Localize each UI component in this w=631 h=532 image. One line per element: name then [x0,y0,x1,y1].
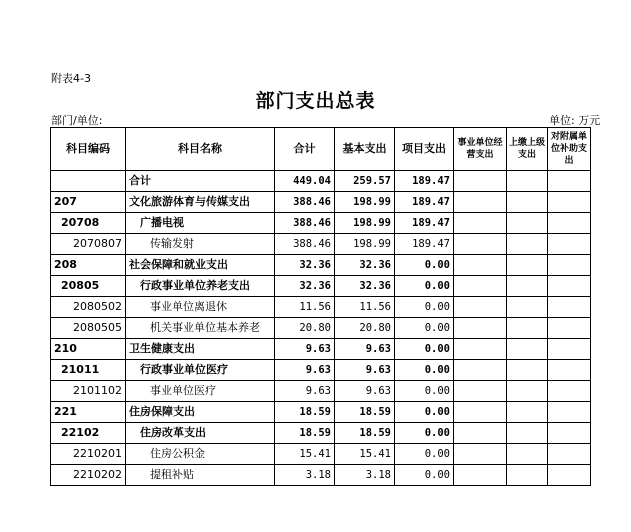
cell-business [454,339,507,360]
col-project: 项目支出 [395,128,454,171]
cell-project: 189.47 [395,213,454,234]
cell-project: 0.00 [395,276,454,297]
cell-upper [507,192,548,213]
cell-upper [507,465,548,486]
cell-name: 社会保障和就业支出 [126,255,275,276]
table-row [51,423,591,444]
table-row [51,213,591,234]
cell-code: 221 [51,402,126,423]
cell-upper [507,234,548,255]
cell-upper [507,318,548,339]
cell-project: 0.00 [395,360,454,381]
cell-name: 合计 [126,171,275,192]
cell-code: 2080505 [51,318,126,339]
cell-basic: 3.18 [335,465,395,486]
cell-subsidy [548,297,591,318]
table-note: 附表4-3 [51,72,91,85]
cell-project: 0.00 [395,381,454,402]
cell-project: 0.00 [395,255,454,276]
cell-total: 20.80 [275,318,335,339]
table-row [51,276,591,297]
cell-business [454,465,507,486]
cell-total: 9.63 [275,339,335,360]
cell-total: 9.63 [275,381,335,402]
table-body [51,171,591,486]
cell-total: 449.04 [275,171,335,192]
cell-total: 388.46 [275,234,335,255]
cell-business [454,402,507,423]
cell-subsidy [548,213,591,234]
cell-upper [507,360,548,381]
cell-business [454,234,507,255]
cell-total: 18.59 [275,423,335,444]
cell-basic: 198.99 [335,213,395,234]
cell-business [454,213,507,234]
cell-upper [507,297,548,318]
table-row [51,465,591,486]
table-header-row [51,128,591,171]
cell-basic: 9.63 [335,360,395,381]
cell-project: 0.00 [395,444,454,465]
cell-upper [507,171,548,192]
cell-upper [507,402,548,423]
expenditure-table [50,127,591,486]
cell-business [454,444,507,465]
cell-business [454,276,507,297]
table-row [51,192,591,213]
cell-total: 9.63 [275,360,335,381]
cell-name: 事业单位离退休 [126,297,275,318]
cell-subsidy [548,444,591,465]
cell-project: 0.00 [395,423,454,444]
cell-project: 0.00 [395,465,454,486]
page-title: 部门支出总表 [255,90,376,112]
table-row [51,171,591,192]
cell-upper [507,255,548,276]
cell-total: 15.41 [275,444,335,465]
table-row [51,339,591,360]
cell-name: 住房公积金 [126,444,275,465]
cell-code: 210 [51,339,126,360]
cell-business [454,297,507,318]
cell-subsidy [548,402,591,423]
cell-subsidy [548,234,591,255]
cell-name: 住房保障支出 [126,402,275,423]
cell-code: 207 [51,192,126,213]
cell-name: 行政事业单位医疗 [126,360,275,381]
cell-upper [507,444,548,465]
cell-code: 2210202 [51,465,126,486]
table-row [51,318,591,339]
cell-subsidy [548,171,591,192]
cell-subsidy [548,423,591,444]
table-row [51,381,591,402]
cell-business [454,318,507,339]
cell-business [454,171,507,192]
cell-code [51,171,126,192]
cell-basic: 18.59 [335,402,395,423]
cell-subsidy [548,465,591,486]
cell-basic: 198.99 [335,192,395,213]
cell-business [454,423,507,444]
col-name: 科目名称 [126,128,275,171]
cell-subsidy [548,318,591,339]
cell-total: 32.36 [275,276,335,297]
cell-name: 广播电视 [126,213,275,234]
cell-code: 22102 [51,423,126,444]
cell-project: 0.00 [395,318,454,339]
col-upper: 上缴上级支出 [507,128,548,171]
table-row [51,444,591,465]
cell-upper [507,276,548,297]
cell-code: 20805 [51,276,126,297]
cell-name: 事业单位医疗 [126,381,275,402]
cell-business [454,381,507,402]
cell-code: 208 [51,255,126,276]
cell-basic: 32.36 [335,276,395,297]
cell-business [454,255,507,276]
unit-label: 单位: 万元 [549,114,601,127]
cell-code: 21011 [51,360,126,381]
cell-project: 0.00 [395,402,454,423]
cell-subsidy [548,255,591,276]
cell-subsidy [548,381,591,402]
cell-project: 0.00 [395,339,454,360]
cell-total: 18.59 [275,402,335,423]
cell-subsidy [548,276,591,297]
cell-basic: 259.57 [335,171,395,192]
cell-basic: 9.63 [335,381,395,402]
cell-name: 提租补贴 [126,465,275,486]
cell-basic: 18.59 [335,423,395,444]
cell-code: 20708 [51,213,126,234]
cell-total: 3.18 [275,465,335,486]
col-basic: 基本支出 [335,128,395,171]
cell-name: 文化旅游体育与传媒支出 [126,192,275,213]
dept-label: 部门/单位: [51,114,103,127]
cell-name: 行政事业单位养老支出 [126,276,275,297]
cell-code: 2101102 [51,381,126,402]
cell-basic: 15.41 [335,444,395,465]
cell-subsidy [548,339,591,360]
col-total: 合计 [275,128,335,171]
cell-total: 32.36 [275,255,335,276]
cell-total: 388.46 [275,192,335,213]
cell-total: 388.46 [275,213,335,234]
cell-project: 0.00 [395,297,454,318]
cell-basic: 32.36 [335,255,395,276]
cell-business [454,360,507,381]
col-business: 事业单位经营支出 [454,128,507,171]
cell-business [454,192,507,213]
cell-basic: 198.99 [335,234,395,255]
table-row [51,402,591,423]
table-row [51,234,591,255]
cell-project: 189.47 [395,234,454,255]
cell-name: 机关事业单位基本养老 [126,318,275,339]
cell-basic: 11.56 [335,297,395,318]
cell-subsidy [548,360,591,381]
cell-code: 2210201 [51,444,126,465]
cell-upper [507,213,548,234]
col-subsidy: 对附属单位补助支出 [548,128,591,171]
cell-name: 卫生健康支出 [126,339,275,360]
cell-upper [507,381,548,402]
cell-project: 189.47 [395,171,454,192]
col-code: 科目编码 [51,128,126,171]
cell-code: 2080502 [51,297,126,318]
cell-basic: 20.80 [335,318,395,339]
cell-name: 住房改革支出 [126,423,275,444]
cell-project: 189.47 [395,192,454,213]
cell-name: 传输发射 [126,234,275,255]
cell-total: 11.56 [275,297,335,318]
cell-code: 2070807 [51,234,126,255]
table-row [51,297,591,318]
table-row [51,255,591,276]
cell-upper [507,423,548,444]
cell-subsidy [548,192,591,213]
table-row [51,360,591,381]
cell-basic: 9.63 [335,339,395,360]
cell-upper [507,339,548,360]
